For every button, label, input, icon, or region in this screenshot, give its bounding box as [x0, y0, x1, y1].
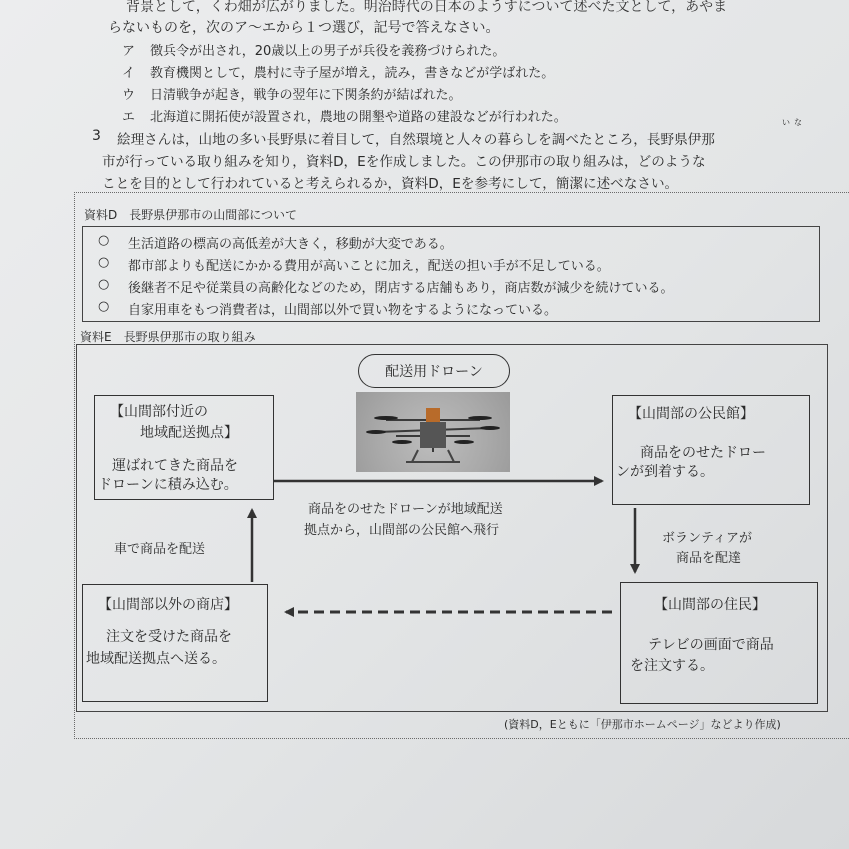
flight-arrow-label: 商品をのせたドローンが地域配送 [308, 502, 503, 517]
volunteer-arrow-label: 商品を配達 [676, 551, 742, 566]
shiryo-d-item: 後継者不足や従業員の高齢化などのため，閉店する店舗もあり，商店数が減少を続けている。 [128, 281, 674, 296]
option-text: 北海道に開拓使が設置され，農地の開墾や道路の建設などが行われた。 [150, 110, 567, 125]
shiryo-d-item: 都市部よりも配送にかかる費用が高いことに加え，配送の担い手が不足している。 [128, 259, 610, 274]
option-mark: イ [122, 66, 136, 81]
bullet-icon: ○ [98, 277, 110, 292]
question-text-line: 市が行っている取り組みを知り，資料D，Eを作成しました。この伊那市の取り組みは，どのような [102, 154, 706, 170]
option-mark: エ [122, 110, 136, 125]
node-body: 注文を受けた商品を [106, 629, 232, 645]
node-title: 【山間部の住民】 [654, 597, 766, 613]
node-body: を注文する。 [630, 658, 714, 674]
node-title: 地域配送拠点】 [140, 425, 238, 441]
node-body: ンが到着する。 [616, 464, 714, 480]
source-note: (資料D，Eともに「伊那市ホームページ」などより作成) [504, 718, 781, 731]
option-text: 教育機関として，農村に寺子屋が増え，読み，書きなどが学ばれた。 [150, 66, 555, 81]
question-text-line: らないものを，次のア～エから１つ選び，記号で答えなさい。 [108, 20, 500, 36]
car-arrow-label: 車で商品を配送 [114, 542, 206, 557]
node-title: 【山間部の公民館】 [628, 406, 754, 422]
volunteer-arrow-label: ボランティアが [662, 531, 752, 546]
shiryo-e-title: 資料E 長野県伊那市の取り組み [80, 330, 256, 344]
node-body: 商品をのせたドロー [640, 445, 766, 461]
shiryo-d-item: 生活道路の標高の高低差が大きく，移動が大変である。 [128, 237, 453, 252]
shiryo-d-item: 自家用車をもつ消費者は，山間部以外で買い物をするようになっている。 [128, 303, 558, 318]
node-title: 【山間部付近の [110, 404, 208, 420]
bullet-icon: ○ [98, 233, 110, 248]
option-text: 日清戦争が起き，戦争の翌年に下関条約が結ばれた。 [150, 88, 462, 103]
flight-arrow-label: 拠点から，山間部の公民館へ飛行 [304, 523, 500, 538]
node-body: 運ばれてきた商品を [112, 458, 238, 474]
option-mark: ウ [122, 88, 136, 103]
bullet-icon: ○ [98, 255, 110, 270]
question-number: 3 [92, 128, 101, 144]
question-text-line: ことを目的として行われていると考えられるか，資料D，Eを参考にして，簡潔に述べなさい。 [102, 176, 679, 192]
question-text-line: 背景として，くわ畑が広がりました。明治時代の日本のようすについて述べた文として，あやま [126, 0, 728, 15]
option-text: 徴兵令が出され，20歳以上の男子が兵役を義務づけられた。 [150, 44, 506, 59]
node-body: テレビの画面で商品 [648, 637, 774, 653]
node-body: 地域配送拠点へ送る。 [86, 651, 226, 667]
ruby-text: いな [782, 118, 806, 127]
node-body: ドローンに積み込む。 [98, 477, 238, 493]
question-text-line: 絵理さんは，山地の多い長野県に着目して，自然環境と人々の暮らしを調べたところ，長野県伊那 [117, 132, 715, 148]
drone-label: 配送用ドローン [358, 354, 510, 388]
bullet-icon: ○ [98, 299, 110, 314]
node-title: 【山間部以外の商店】 [98, 597, 238, 613]
option-mark: ア [122, 44, 136, 59]
shiryo-d-title: 資料D 長野県伊那市の山間部について [84, 208, 298, 222]
